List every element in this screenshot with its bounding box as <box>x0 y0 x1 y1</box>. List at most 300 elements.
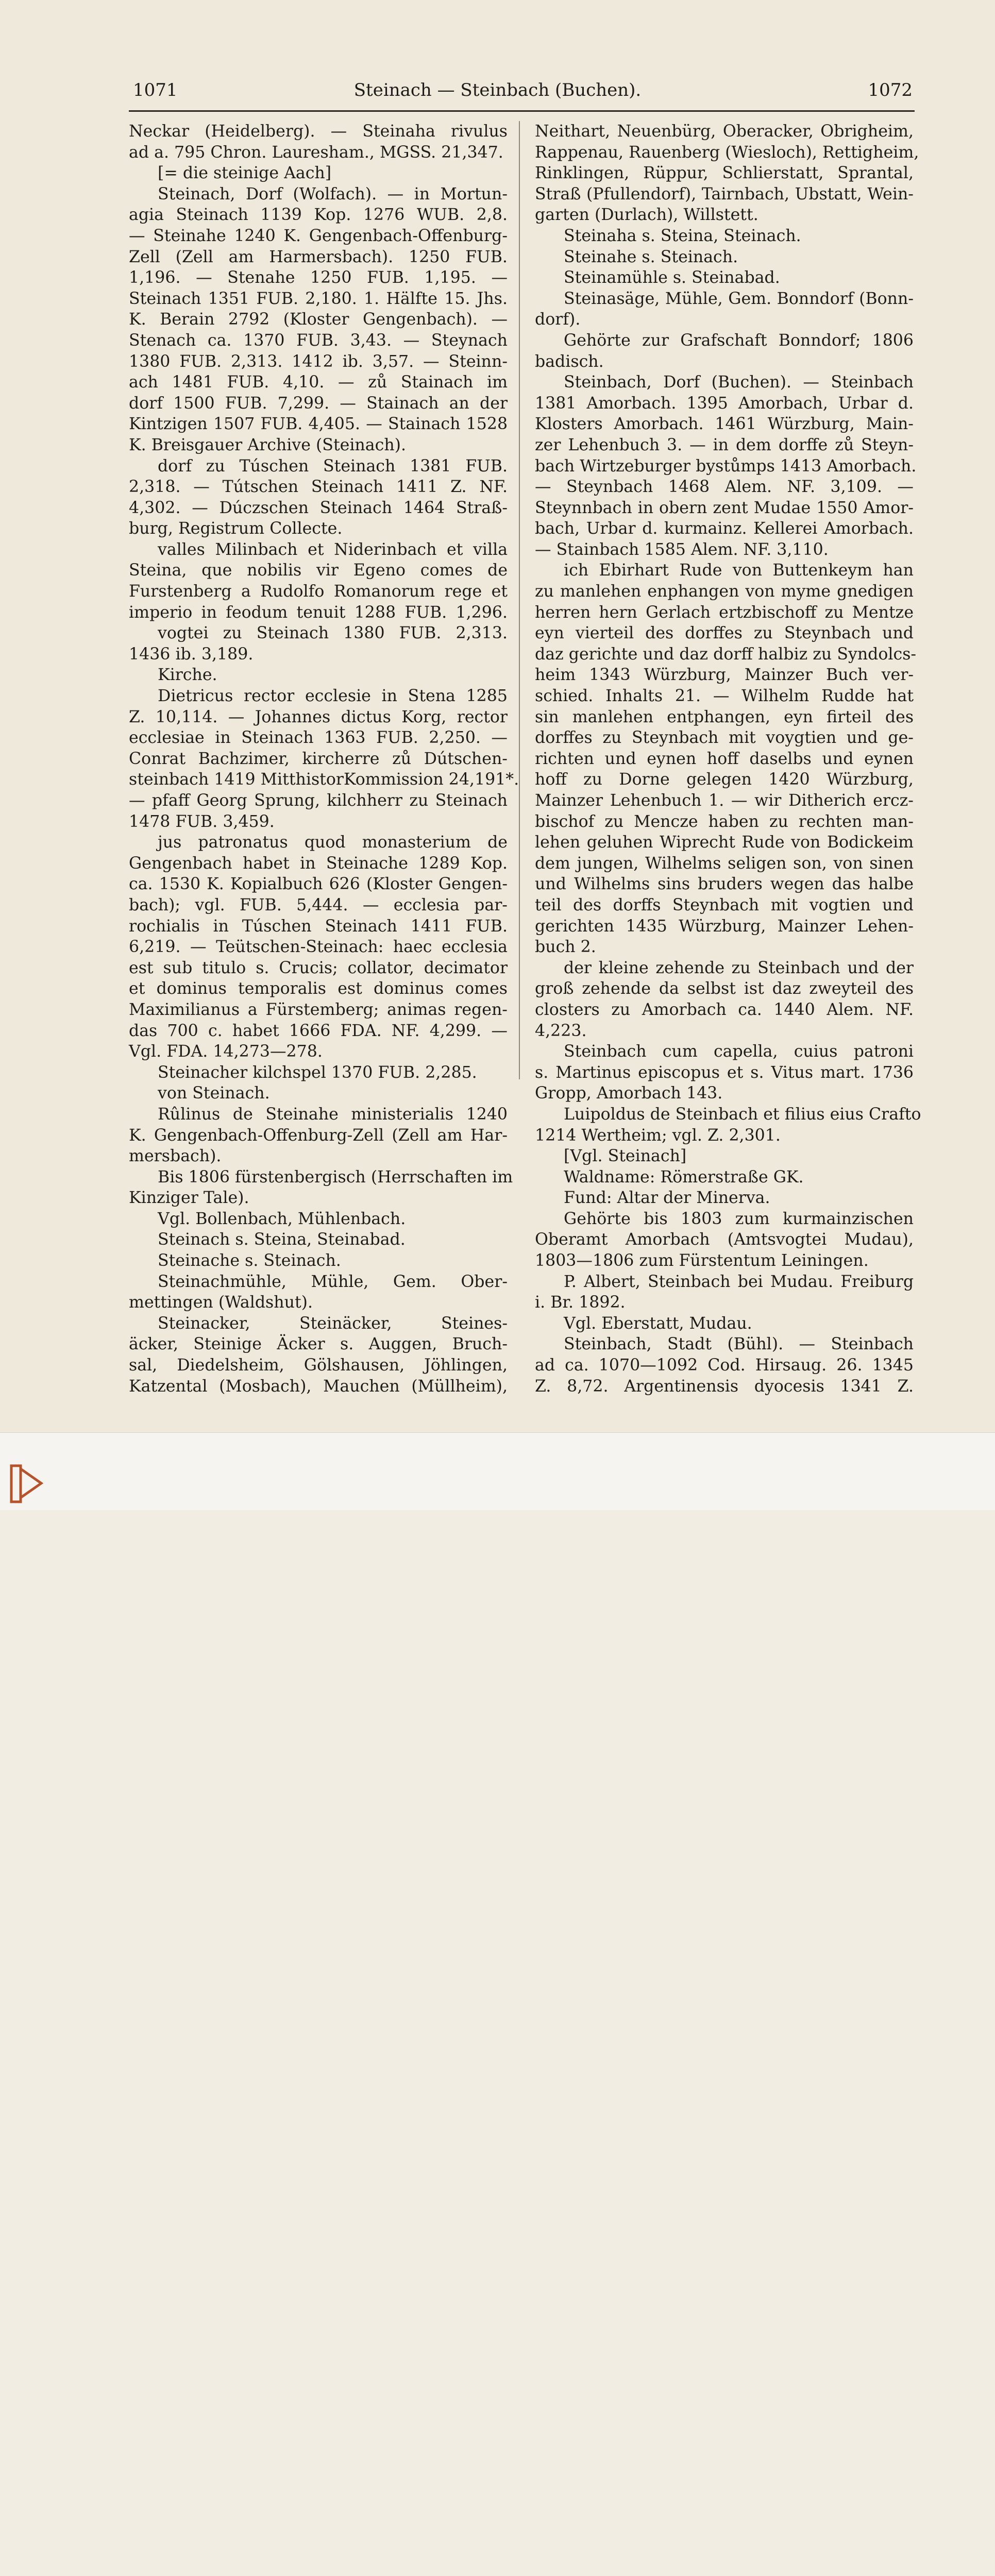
word: Z. <box>535 1377 551 1396</box>
word: bei <box>737 1272 763 1291</box>
word: groß <box>535 979 574 998</box>
word: Conrat <box>129 749 186 768</box>
word: hat <box>887 687 914 706</box>
word: ver- <box>881 666 914 685</box>
word: Steinäcker, <box>299 1314 392 1333</box>
word: s. <box>672 268 687 287</box>
word: bischof <box>535 812 595 831</box>
word: Stainach <box>400 373 474 392</box>
word: Diedelsheim, <box>177 1356 284 1375</box>
word: ecclesie <box>305 687 371 706</box>
word: 143. <box>686 1084 723 1103</box>
word: — <box>338 373 355 392</box>
word: ecclesiae <box>129 728 205 748</box>
text-line <box>129 727 508 749</box>
word: Steinahe <box>564 247 637 266</box>
word: 1461 <box>715 415 756 434</box>
word: Vgl. <box>129 1042 162 1061</box>
word: Dietricus <box>158 687 233 706</box>
word: die <box>182 164 208 183</box>
word: et <box>447 540 463 559</box>
word: lehen <box>535 833 581 852</box>
word: sinen <box>869 854 914 873</box>
word: K. <box>283 226 301 245</box>
word: valles <box>158 540 205 559</box>
word: est <box>129 958 154 977</box>
word: 1550 <box>816 498 858 517</box>
word: 1381 <box>410 456 451 476</box>
word: FUB. <box>465 917 508 936</box>
word: 14,273—278. <box>213 1042 323 1061</box>
word: et <box>308 540 324 559</box>
word: Gem. <box>728 289 772 308</box>
library-logo-icon <box>9 1464 50 1505</box>
word: — <box>897 478 914 497</box>
word: (Mosbach), <box>219 1377 312 1396</box>
text-line <box>535 393 914 414</box>
word: rivulus <box>450 122 508 141</box>
word: — <box>192 498 208 517</box>
word: 1343 <box>589 666 631 685</box>
text-line <box>535 895 914 916</box>
word: und <box>846 728 878 748</box>
word: haec <box>393 938 432 957</box>
word: Gengenbach-Offenburg- <box>309 226 508 245</box>
word: 21,347. <box>441 143 503 162</box>
word: 26. <box>836 1356 863 1375</box>
word: ad <box>535 1356 555 1375</box>
text-line <box>129 1062 508 1083</box>
word: 3,43. <box>350 331 392 350</box>
word: seligen <box>728 854 787 873</box>
word: [= <box>158 164 178 183</box>
text-line <box>129 393 508 414</box>
word: Mühle, <box>311 1272 369 1291</box>
word: in <box>713 435 729 454</box>
word: FUB. <box>404 603 447 622</box>
word: haben <box>708 812 759 831</box>
word: zu <box>769 812 788 831</box>
word: Stadt <box>667 1335 712 1354</box>
word: Vgl. <box>564 1314 597 1333</box>
word: a <box>241 582 251 601</box>
word: GK. <box>773 1167 804 1187</box>
word: manlehen <box>560 582 642 601</box>
word: habet <box>242 854 290 873</box>
word: — <box>129 226 145 245</box>
text-line <box>535 1146 914 1167</box>
word: — <box>387 184 404 204</box>
word: monasterium <box>362 833 471 852</box>
word: dem <box>535 854 570 873</box>
word: Steinbach <box>757 958 840 977</box>
word: Obrigheim, <box>820 122 914 141</box>
word: Kintzigen <box>129 415 208 434</box>
word: sin <box>535 707 559 726</box>
word: vierteil <box>575 624 634 643</box>
text-line <box>535 477 914 498</box>
word: Steinach <box>435 791 508 810</box>
word: 1,195. <box>424 268 476 287</box>
word: herren <box>535 603 591 622</box>
word: burg, <box>129 519 173 538</box>
word: von <box>791 833 821 852</box>
word: kilchspel <box>252 1063 326 1082</box>
word: 2,8. <box>476 206 508 225</box>
word: und <box>847 958 879 977</box>
word: vir <box>316 561 339 580</box>
word: Steinbach <box>675 1105 758 1124</box>
word: wegen <box>770 875 824 894</box>
word: que <box>201 561 232 580</box>
text-line <box>535 978 914 999</box>
text-line <box>535 184 914 205</box>
word: Oberamt <box>535 1230 608 1249</box>
word: 1528 <box>466 415 508 434</box>
word: dorf <box>158 456 192 476</box>
word: 2,285. <box>425 1063 477 1082</box>
word: Bruch- <box>452 1335 508 1354</box>
word: — <box>491 1021 508 1040</box>
word: 1,296. <box>456 603 508 622</box>
word: Kop. <box>470 854 508 873</box>
page-number-right: 1072 <box>868 80 913 100</box>
word: sub <box>163 958 193 977</box>
word: Jöhlingen, <box>424 1356 508 1375</box>
word: Steinach <box>176 206 248 225</box>
word: da <box>659 979 679 998</box>
word: ministerialis <box>351 1105 453 1124</box>
word: dictus <box>341 707 391 726</box>
word: Ubstatt, <box>795 184 862 204</box>
word: dorffs <box>613 895 661 914</box>
word: — <box>330 122 347 141</box>
word: NF. <box>743 540 772 559</box>
word: Urbar <box>838 394 888 413</box>
word: (Wiesloch), <box>725 143 817 162</box>
word: a. <box>154 143 169 162</box>
word: quod <box>304 833 346 852</box>
word: in <box>414 184 430 204</box>
word: Steinach, <box>158 184 235 204</box>
word: zu <box>602 728 622 748</box>
word: ercz- <box>873 791 914 810</box>
word: Steynbach <box>566 478 653 497</box>
text-line <box>535 602 914 623</box>
word: obern <box>659 498 707 517</box>
word: Crafto <box>869 1105 921 1124</box>
word: Steinach <box>241 728 314 748</box>
word: collator, <box>347 958 414 977</box>
word: dorff <box>713 645 753 664</box>
word: steinige <box>213 164 279 183</box>
text-line <box>129 769 519 790</box>
word: Steinbach <box>564 1042 647 1061</box>
text-line <box>129 163 508 184</box>
word: ach <box>129 373 158 392</box>
word: 1288 <box>354 603 396 622</box>
text-line <box>535 456 917 477</box>
word: Gengenbach). <box>362 310 478 329</box>
word: — <box>366 415 382 434</box>
word: dorffes <box>685 624 743 643</box>
word: Straß- <box>456 498 508 517</box>
word: Hirsaug. <box>755 1356 827 1375</box>
word: 1370 <box>243 331 285 350</box>
text-line <box>535 142 919 163</box>
word: 1363 <box>324 728 366 748</box>
word: der <box>564 958 592 977</box>
word: 4,223. <box>535 1021 587 1040</box>
word: Steinamühle <box>564 268 668 287</box>
word: Steinbach <box>831 373 914 392</box>
word: Bodickeim <box>827 833 914 852</box>
word: Steinach <box>158 1230 230 1249</box>
text-line <box>535 372 914 393</box>
word: kurmainz. <box>664 519 747 538</box>
word: und <box>643 645 674 664</box>
word: jus <box>158 833 182 852</box>
text-line <box>129 1083 508 1104</box>
word: de <box>487 561 508 580</box>
word: 1. <box>364 289 380 308</box>
word: entphangen, <box>667 707 770 726</box>
word: K. <box>129 1126 146 1145</box>
text-line <box>535 958 914 979</box>
word: FUB. <box>367 268 409 287</box>
word: FUB. <box>225 394 267 413</box>
word: FUB. <box>175 812 218 831</box>
text-line <box>535 1272 914 1293</box>
text-line <box>535 226 914 247</box>
text-line <box>535 811 914 833</box>
word: han <box>883 561 914 580</box>
word: Steines- <box>441 1314 508 1333</box>
text-line <box>535 999 914 1021</box>
text-line <box>535 1167 914 1188</box>
word: Stainach <box>387 415 461 434</box>
word: im <box>492 1167 513 1187</box>
word: FUB. <box>296 331 339 350</box>
word: ca. <box>207 331 232 350</box>
word: — <box>535 540 551 559</box>
word: vgl. <box>195 895 225 914</box>
text-line <box>129 623 508 644</box>
word: Br. <box>550 1293 574 1312</box>
word: animas <box>387 1000 446 1019</box>
word: 1345 <box>872 1356 914 1375</box>
word: Wertheim; <box>581 1126 667 1145</box>
word: Alem. <box>690 540 738 559</box>
word: schied. <box>535 687 594 706</box>
word: et <box>491 582 508 601</box>
word: Steinabad. <box>317 1230 406 1249</box>
word: Steynbach <box>632 728 719 748</box>
word: Würzburg, <box>644 666 731 685</box>
word: eynen <box>864 749 914 768</box>
word: 1381 <box>535 394 577 413</box>
text-line <box>129 811 508 833</box>
text-line <box>129 1188 508 1209</box>
word: 1370 <box>331 1063 373 1082</box>
word: Lehen- <box>857 917 914 936</box>
word: Rude <box>679 561 722 580</box>
word: (Kloster <box>366 875 432 894</box>
word: — <box>228 707 245 726</box>
word: FUB. <box>239 895 282 914</box>
word: Steynnbach <box>535 498 632 517</box>
word: Vgl. <box>158 1209 191 1228</box>
word: Wilhelm <box>741 687 810 706</box>
text-line <box>535 351 914 372</box>
word: Gehörte <box>564 1209 631 1228</box>
word: FUB. <box>227 373 269 392</box>
word: daselbs <box>749 749 812 768</box>
word: dominus <box>156 979 227 998</box>
word: zu <box>753 624 773 643</box>
word: temporalis <box>238 979 326 998</box>
word: Mudau. <box>770 1272 834 1291</box>
word: FUB. <box>256 289 299 308</box>
word: Steina, <box>660 226 719 245</box>
text-line <box>535 414 914 435</box>
word: Maximilianus <box>129 1000 240 1019</box>
running-title: Steinach — Steinbach (Buchen). <box>353 80 642 100</box>
column-divider <box>519 121 520 1079</box>
word: s. <box>642 247 655 266</box>
word: 1289 <box>418 854 460 873</box>
word: vogtien <box>809 895 871 914</box>
word: buch <box>535 938 576 957</box>
word: Mudae <box>753 498 811 517</box>
word: filius <box>784 1105 825 1124</box>
word: a <box>247 1000 258 1019</box>
word: 3. <box>666 435 683 454</box>
word: Steinach. <box>192 1084 270 1103</box>
word: 1214 <box>535 1126 577 1145</box>
word: Wirtzeburger <box>580 456 691 476</box>
word: 795 <box>174 143 206 162</box>
text-line <box>129 686 508 707</box>
word: vogtei <box>158 624 209 643</box>
word: gnedigen <box>837 582 914 601</box>
text-line <box>129 121 508 142</box>
word: Fürstemberg; <box>265 1000 379 1019</box>
word: Wiprecht <box>660 833 735 852</box>
word: Stenach <box>129 331 196 350</box>
text-line <box>535 1334 914 1355</box>
word: des <box>572 895 602 914</box>
word: mersbach). <box>129 1147 222 1166</box>
word: — <box>196 268 212 287</box>
word: Dorf <box>245 184 282 204</box>
word: Martinus <box>555 1063 631 1082</box>
word: NF. <box>885 1000 914 1019</box>
word: Gem. <box>393 1272 436 1291</box>
word: Crucis; <box>279 958 338 977</box>
word: Urbar <box>586 519 636 538</box>
word: zehende <box>582 979 651 998</box>
word: (Durlach), <box>594 206 679 225</box>
word: dyocesis <box>754 1377 824 1396</box>
word: Mainzer <box>535 791 603 810</box>
word: von <box>833 854 863 873</box>
word: Kirche. <box>158 666 217 685</box>
word: imperio <box>129 603 193 622</box>
word: des <box>885 707 914 726</box>
word: und <box>604 749 636 768</box>
word: Dorf <box>663 373 700 392</box>
word: 2,313. <box>456 624 508 643</box>
word: FUB. <box>179 352 222 371</box>
word: (Herrschaften <box>370 1167 487 1187</box>
word: hoff <box>535 770 567 789</box>
word: Mainzer <box>777 917 846 936</box>
word: 2792 <box>228 310 270 329</box>
word: Albert, <box>584 1272 640 1291</box>
word: zu <box>611 1000 631 1019</box>
word: comes <box>420 561 473 580</box>
word: zů <box>392 749 412 768</box>
word: Ober- <box>461 1272 508 1291</box>
text-line <box>535 581 914 602</box>
word: 1420 <box>768 770 810 789</box>
word: des <box>645 624 674 643</box>
word: 3,109. <box>830 478 883 497</box>
word: Milinbach <box>215 540 298 559</box>
word: Buttenkeym <box>772 561 873 580</box>
text-line <box>535 1209 914 1230</box>
word: in <box>201 603 217 622</box>
word: feodum <box>226 603 288 622</box>
word: Alem. <box>724 478 772 497</box>
word: rector <box>243 687 295 706</box>
word: Amorbach <box>625 1230 710 1249</box>
text-line <box>129 184 508 205</box>
word: eyn <box>784 707 813 726</box>
word: (Heidelberg). <box>205 122 315 141</box>
word: 1736 <box>872 1063 914 1082</box>
word: Rudolfo <box>260 582 325 601</box>
word: Steyn- <box>861 435 914 454</box>
text-line <box>129 205 508 226</box>
word: NF. <box>479 478 508 497</box>
text-line <box>129 498 508 519</box>
word: s. <box>535 1063 549 1082</box>
text-line <box>129 1250 508 1272</box>
word: 8,72. <box>567 1377 609 1396</box>
word: Steinach <box>311 478 384 497</box>
word: daz <box>535 645 564 664</box>
word: 24,191*. <box>448 770 519 789</box>
word: Teütschen-Steinach: <box>216 938 384 957</box>
text-line <box>129 1355 508 1376</box>
word: Amorbach <box>642 1000 727 1019</box>
text-line <box>129 1146 508 1167</box>
word: des <box>885 979 914 998</box>
word: manlehen <box>572 707 654 726</box>
text-line <box>129 247 508 268</box>
word: ertzbischoff <box>719 603 817 622</box>
word: s. <box>235 1230 249 1249</box>
word: Fürstentum <box>679 1251 776 1270</box>
text-line <box>535 539 914 561</box>
word: 1285 <box>466 687 508 706</box>
text-line <box>535 1125 914 1146</box>
word: Vitus <box>771 1063 814 1082</box>
word: und <box>535 875 566 894</box>
word: Harmersbach). <box>269 247 394 266</box>
